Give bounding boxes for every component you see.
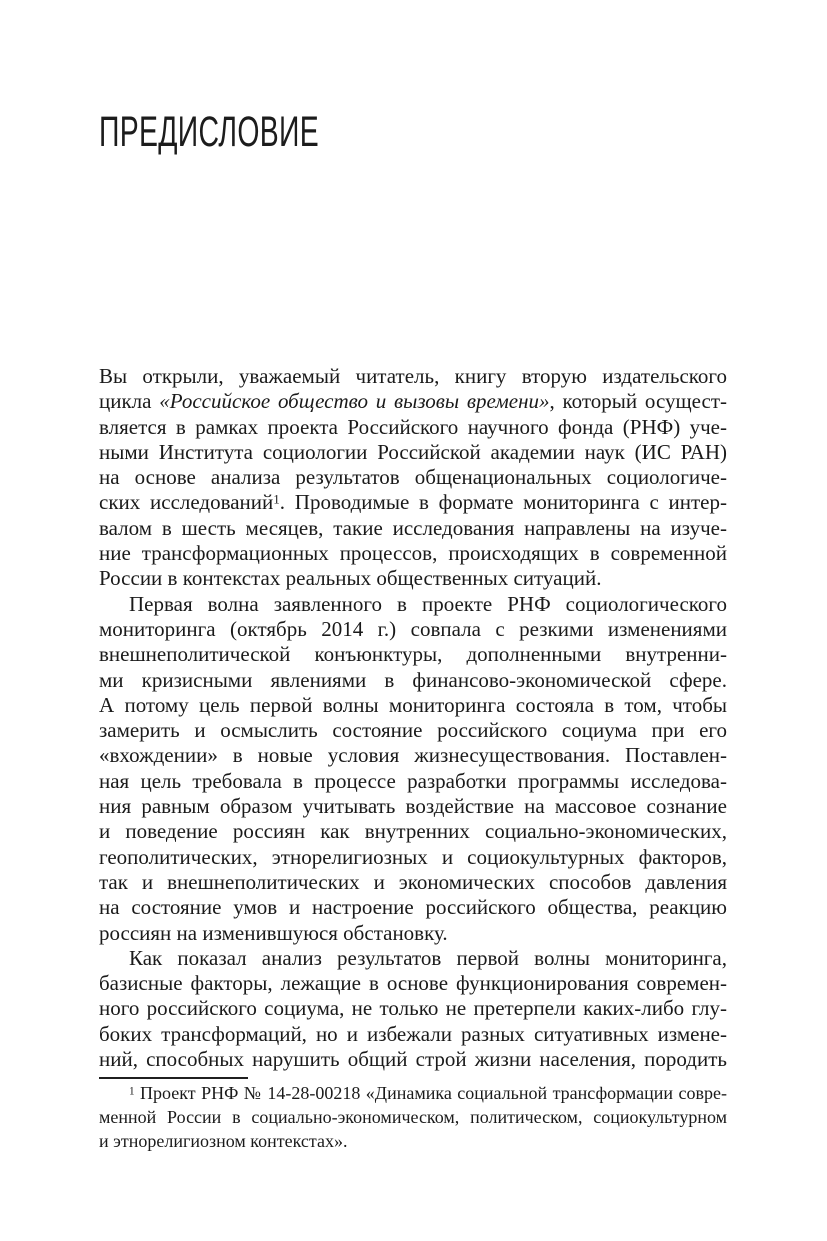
text-line: боких трансформаций, но и избежали разных ситуативных измене- bbox=[99, 1021, 727, 1046]
text-line: и этнорелигиозном контекстах». bbox=[99, 1131, 348, 1151]
text-line: россиян на изменившуюся обстановку. bbox=[99, 920, 448, 945]
footnote-text bbox=[99, 1081, 727, 1153]
text-line: вляется в рамках проекта Российского научного фонда (РНФ) уче- bbox=[99, 414, 727, 439]
text-line: России в контекстах реальных общественных ситуаций. bbox=[99, 566, 602, 591]
text-line: на основе анализа результатов общенациональных социологиче- bbox=[99, 465, 727, 490]
text-line: валом в шесть месяцев, такие исследования направлены на изуче- bbox=[99, 515, 727, 540]
text-line: ния равным образом учитывать воздействие на массовое сознание bbox=[99, 794, 727, 819]
footnote-separator bbox=[99, 1077, 248, 1079]
text-line: и поведение россиян как внутренних социально-экономических, bbox=[99, 819, 727, 844]
text-line: ми кризисными явлениями в финансово-экономической сфере. bbox=[99, 667, 727, 692]
paragraph bbox=[99, 592, 727, 946]
text-line: Как показал анализ результатов первой волны мониторинга, bbox=[129, 945, 727, 970]
text-line: Первая волна заявленного в проекте РНФ социологического bbox=[129, 591, 727, 616]
footnote-marker: 1 bbox=[129, 1085, 135, 1098]
text-line: ние трансформационных процессов, происходящих в современной bbox=[99, 541, 727, 566]
text-line: замерить и осмыслить состояние российского социума при его bbox=[99, 718, 727, 743]
text-line: внешнеполитической конъюнктуры, дополненными внутренни- bbox=[99, 642, 727, 667]
text-line: мониторинга (октябрь 2014 г.) совпала с резкими изменениями bbox=[99, 616, 727, 641]
text-line: $^1$ Проект РНФ № 14-28-00218 «Динамика социальной трансформации совре- bbox=[129, 1083, 727, 1103]
body-text bbox=[99, 364, 727, 1072]
text-line: цикла «Российское общество и вызовы времени», который осущест- bbox=[99, 389, 727, 414]
footnote-marker: 1 bbox=[273, 492, 280, 508]
paragraph bbox=[99, 946, 727, 1072]
paragraph bbox=[99, 1081, 727, 1153]
text-line: А потому цель первой волны мониторинга состояла в том, чтобы bbox=[99, 692, 727, 717]
page-title: ПРЕДИСЛОВИЕ bbox=[99, 108, 320, 156]
text-line: менной России в социально-экономическом, политическом, социокультурном bbox=[99, 1107, 727, 1127]
text-line: ная цель требовала в процессе разработки программы исследова- bbox=[99, 768, 727, 793]
text-line: ного российского социума, не только не претерпели каких-либо глу- bbox=[99, 996, 727, 1021]
paragraph bbox=[99, 364, 727, 592]
text-line: ний, способных нарушить общий строй жизни населения, породить bbox=[99, 1047, 727, 1072]
text-line: на состояние умов и настроение российского общества, реакцию bbox=[99, 895, 727, 920]
text-line: ских исследований$^1$. Проводимые в формате мониторинга с интер- bbox=[99, 490, 727, 515]
text-line: Вы открыли, уважаемый читатель, книгу вторую издательского bbox=[99, 364, 727, 388]
text-line: ными Института социологии Российской академии наук (ИС РАН) bbox=[99, 439, 727, 464]
text-line: базисные факторы, лежащие в основе функционирования современ- bbox=[99, 971, 727, 996]
text-line: так и внешнеполитических и экономических способов давления bbox=[99, 869, 727, 894]
text-line: «вхождении» в новые условия жизнесуществования. Поставлен- bbox=[99, 743, 727, 768]
text-line: геополитических, этнорелигиозных и социокультурных факторов, bbox=[99, 844, 727, 869]
